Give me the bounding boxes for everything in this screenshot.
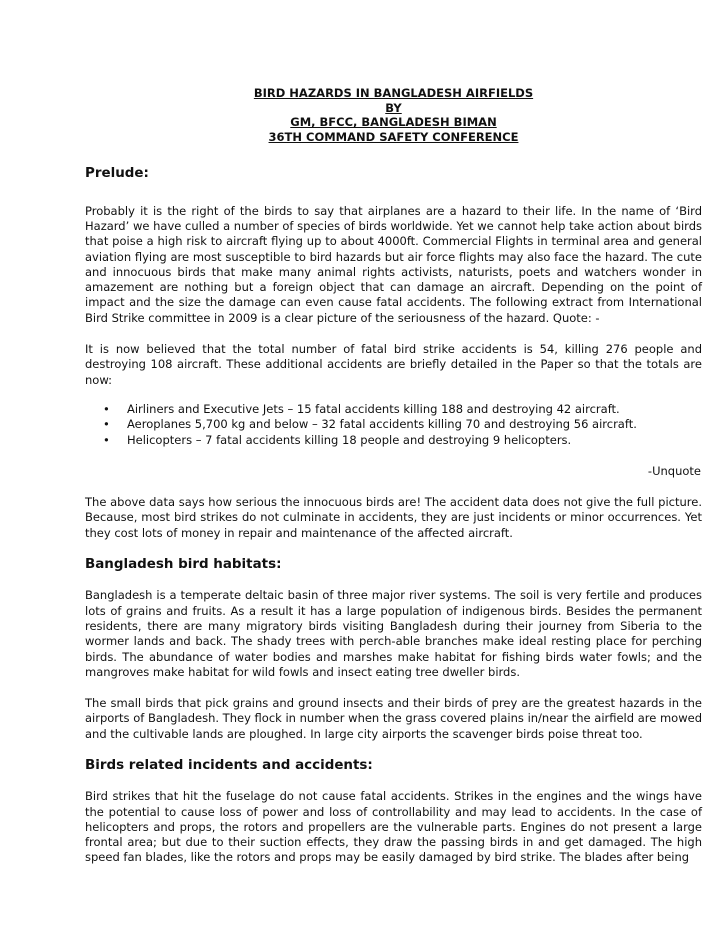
list-item <box>85 402 702 417</box>
section-heading-incidents: Birds related incidents and accidents: <box>85 757 373 773</box>
bullet-icon: • <box>103 432 110 447</box>
prelude-paragraph-1: Probably it is the right of the birds to say that airplanes are a hazard to their life. In the name of ‘Bird Hazard’ we have culled a number of species of birds worldwide. Yet we cannot help take action about birds that poise a high risk to aircraft flying up to about 4000ft. Commercial Flights in terminal area and general aviation flying are most susceptible to bird hazards but air force flights may also face the hazard. The cute and innocuous birds that make many animal rights activists, naturists, poets and watchers wonder in amazement are nothing but a foreign object that can damage an aircraft. Depending on the point of impact and the size the damage can even cause fatal accidents. The following extract from International Bird Strike committee in 2009 is a clear picture of the seriousness of the hazard. Quote: - <box>85 203 702 325</box>
section-heading-prelude: Prelude: <box>85 166 149 182</box>
habitats-paragraph-2: The small birds that pick grains and ground insects and their birds of prey are the greatest hazards in the airports of Bangladesh. They flock in number when the grass covered plains in/near the airfield are mowed and the cultivable lands are ploughed. In large city airports the scavenger birds poise threat too. <box>85 696 702 741</box>
title-line-4: 36TH COMMAND SAFETY CONFERENCE <box>268 129 519 144</box>
list-item-text: Aeroplanes 5,700 kg and below – 32 fatal accidents killing 70 and destroying 56 aircraft. <box>127 417 637 432</box>
document-body <box>85 86 702 866</box>
section-heading-habitats: Bangladesh bird habitats: <box>85 557 282 573</box>
unquote-marker: -Unquote <box>647 463 701 478</box>
list-item <box>85 433 702 448</box>
prelude-paragraph-2: It is now believed that the total number of fatal bird strike accidents is 54, killing 276 people and destroying 108 aircraft. These additional accidents are briefly detailed in the Paper so that the totals are now: <box>85 342 702 387</box>
list-item-text: Helicopters – 7 fatal accidents killing 18 people and destroying 9 helicopters. <box>127 432 572 447</box>
prelude-paragraph-3: The above data says how serious the innocuous birds are! The accident data does not give the full picture. Because, most bird strikes do not culminate in accidents, they are just incidents or minor occurrences. Yet they cost lots of money in repair and maintenance of the affected aircraft. <box>85 495 702 540</box>
document-title <box>85 86 702 144</box>
bullet-icon: • <box>103 401 110 416</box>
accident-statistics-list <box>85 402 702 448</box>
list-item <box>85 417 702 432</box>
incidents-paragraph-1: Bird strikes that hit the fuselage do not cause fatal accidents. Strikes in the engines and the wings have the potential to cause loss of power and loss of controllability and may lead to accidents. In the case of helicopters and props, the rotors and propellers are the vulnerable parts. Engines do not present a large frontal area; but due to their suction effects, they draw the passing birds in and get damaged. The high speed fan blades, like the rotors and props may be easily damaged by bird strike. The blades after being <box>85 789 702 865</box>
title-line-2: BY <box>385 100 402 115</box>
bullet-icon: • <box>103 417 110 432</box>
habitats-paragraph-1: Bangladesh is a temperate deltaic basin of three major river systems. The soil is very fertile and produces lots of grains and fruits. As a result it has a large population of indigenous birds. Besides the permanent residents, there are many migratory birds visiting Bangladesh during their journey from Siberia to the wormer lands and back. The shady trees with perch-able branches make ideal resting place for perching birds. The abundance of water bodies and marshes make habitat for fishing birds water fowls; and the mangroves make habitat for wild fowls and insect eating tree dweller birds. <box>85 588 702 679</box>
list-item-text: Airliners and Executive Jets – 15 fatal accidents killing 188 and destroying 42 aircraft. <box>127 401 620 416</box>
title-line-3: GM, BFCC, BANGLADESH BIMAN <box>290 115 497 130</box>
title-line-1: BIRD HAZARDS IN BANGLADESH AIRFIELDS <box>253 86 534 100</box>
